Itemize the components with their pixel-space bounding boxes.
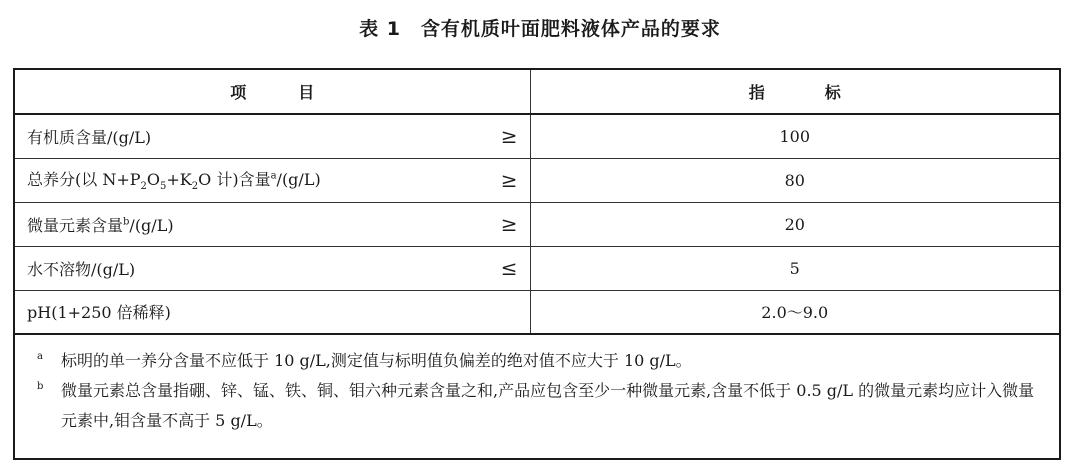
requirements-table-frame [13,68,1061,460]
comparison-symbol: ≥ [500,124,518,149]
row-label: pH(1+250 倍稀释) [27,303,171,323]
row-item [15,246,530,290]
header-item: 项目 [15,70,530,114]
header-value: 指标 [530,70,1059,114]
footnote-mark: b [37,381,44,392]
footnote-b [37,376,1041,436]
table-row [15,290,1059,334]
table-row [15,202,1059,246]
row-value: 80 [530,158,1059,202]
footnote-text: 微量元素总含量指硼、锌、锰、铁、铜、钼六种元素含量之和,产品应包含至少一种微量元素,含量不低于 0.5 g/L 的微量元素均应计入微量元素中,钼含量不高于 5 g/L。 [61,381,1035,430]
row-label: 微量元素含量$^b$/(g/L) [27,215,174,235]
row-value: 20 [530,202,1059,246]
row-label: 有机质含量/(g/L) [27,127,152,147]
row-item [15,158,530,202]
row-value: 100 [530,114,1059,158]
requirements-table [15,70,1059,335]
row-item [15,290,530,334]
table-footnotes [15,336,1059,436]
footnote-text: 标明的单一养分含量不应低于 10 g/L,测定值与标明值负偏差的绝对值不应大于 10 g/L。 [61,351,692,370]
row-value: 5 [530,246,1059,290]
row-item [15,202,530,246]
row-value: 2.0～9.0 [530,290,1059,334]
table-title: 表 1 含有机质叶面肥料液体产品的要求 [359,18,721,40]
table-row [15,246,1059,290]
row-item [15,114,530,158]
footnote-a [37,346,1041,376]
row-label: 水不溶物/(g/L) [27,259,136,279]
comparison-symbol: ≤ [500,256,518,280]
comparison-symbol: ≥ [500,212,518,236]
row-label: 总养分(以 $N+P_2O_5+K_2O$ 计)含量$^a$/(g/L) [27,170,321,193]
table-header-row [15,70,1059,114]
comparison-symbol: ≥ [500,168,518,192]
footnote-mark: a [37,351,43,362]
table-row [15,114,1059,158]
table-row [15,158,1059,202]
